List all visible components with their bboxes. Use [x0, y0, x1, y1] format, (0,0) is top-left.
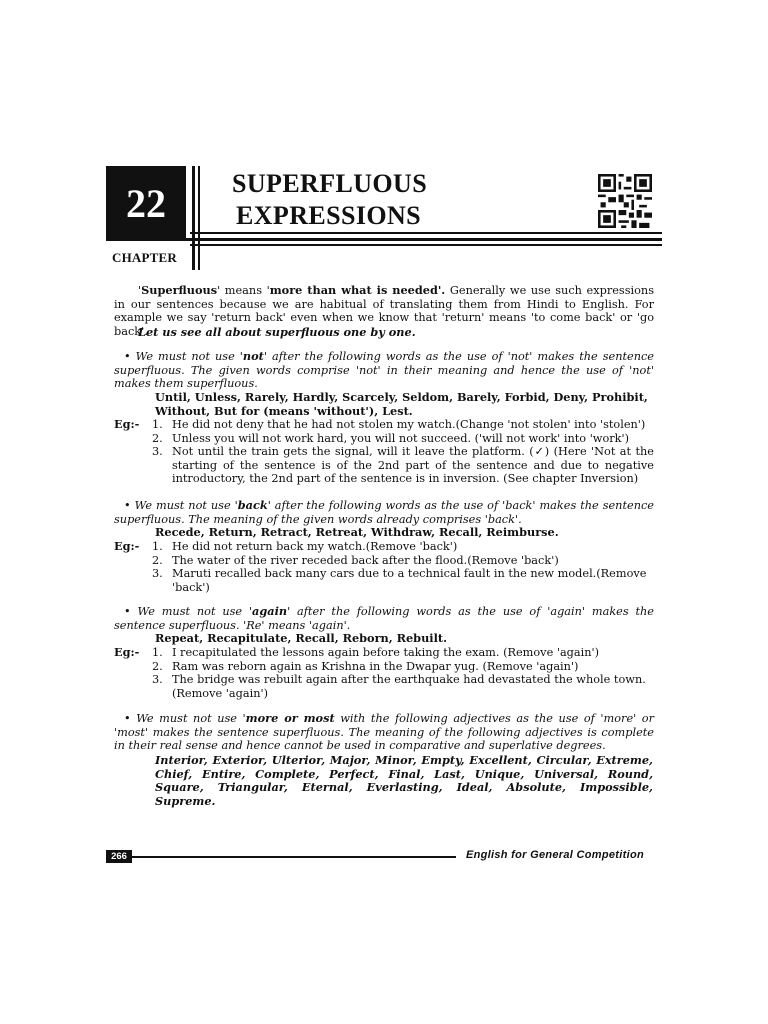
section-not-examples — [152, 418, 654, 486]
header-rule-2 — [106, 238, 662, 241]
section-again-examples — [152, 646, 654, 700]
rule-lead: • We must not use ' — [124, 499, 238, 512]
intro-text-1: ' means ' — [217, 284, 270, 297]
chapter-title — [232, 168, 427, 232]
intro-term: Superfluous — [141, 283, 218, 297]
rule-text: ' after the following words as the use of 'again' makes the sentence superfluous. 'Re' means 'again'. — [114, 605, 654, 632]
list-item — [152, 646, 654, 660]
item-number: 3. — [152, 445, 163, 459]
section-back-examples — [152, 540, 654, 594]
intro-definition: more than what is needed'. — [269, 283, 446, 297]
item-text: Ram was reborn again as Krishna in the Dwapar yug. (Remove 'again') — [172, 659, 579, 673]
item-text: The bridge was rebuilt again after the earthquake had devastated the whole town. (Remove 'again') — [172, 673, 646, 700]
list-item — [152, 567, 654, 594]
intro-text-2: Generally we use such expressions in our sentences because we are habitual of translating them from Hindi to English. For example we say 'return back' even when we know that 'return' means 'to come back' or 'go back'. — [114, 284, 654, 338]
book-title: English for General Competition — [466, 849, 644, 861]
intro-emphasis: Let us see all about superfluous one by one. — [138, 325, 416, 339]
rule-text: ' after the following words as the use of 'back' makes the sentence superfluous. The meaning of the given words already comprises 'back'. — [114, 499, 654, 526]
section-back-words: Recede, Return, Retract, Retreat, Withdraw, Recall, Reimburse. — [155, 525, 559, 539]
eg-label: Eg:- — [114, 539, 140, 553]
header-divider-thin — [198, 166, 200, 270]
item-number: 3. — [152, 673, 163, 687]
item-number: 2. — [152, 431, 163, 445]
eg-label: Eg:- — [114, 645, 140, 659]
chapter-title-line2: EXPRESSIONS — [236, 201, 422, 230]
chapter-number: 22 — [106, 166, 186, 240]
rule-keyword: not — [242, 349, 264, 363]
header-rule-3 — [190, 244, 662, 246]
eg-label: Eg:- — [114, 417, 140, 431]
list-item — [152, 540, 654, 554]
rule-lead: • We must not use ' — [124, 605, 253, 618]
section-back-rule — [114, 499, 654, 526]
item-number: 1. — [152, 646, 163, 659]
item-text: I recapitulated the lessons again before taking the exam. (Remove 'again') — [172, 646, 600, 659]
rule-text: with the following adjectives as the use of 'more' or 'most' makes the sentence superfluous. The meaning of the following adjectives is complete in their real sense and hence cannot be used in comparative and superlative degrees. — [114, 712, 654, 753]
item-text: He did not return back my watch.(Remove 'back') — [172, 540, 458, 553]
rule-lead: • We must not use ' — [124, 350, 243, 363]
section-more-most-rule — [114, 712, 654, 753]
list-item — [152, 660, 654, 674]
intro-quote: ' — [138, 284, 142, 297]
rule-text: ' after the following words as the use of 'not' makes the sentence superfluous. The given words comprise 'not' in their meaning and hence the use of 'not' makes them superfluous. — [114, 350, 654, 391]
item-text: Maruti recalled back many cars due to a technical fault in the new model.(Remove 'back') — [172, 567, 647, 594]
item-text: He did not deny that he had not stolen my watch.(Change 'not stolen' into 'stolen') — [172, 418, 646, 431]
chapter-title-line1: SUPERFLUOUS — [232, 169, 428, 198]
page-number: 266 — [106, 850, 132, 863]
section-again-rule — [114, 605, 654, 632]
list-item — [152, 432, 654, 446]
item-number: 1. — [152, 540, 163, 553]
rule-lead: • We must not use ' — [124, 712, 246, 725]
item-text: The water of the river receded back after the flood.(Remove 'back') — [172, 553, 559, 567]
rule-keyword: back — [237, 498, 268, 512]
section-not-words: Until, Unless, Rarely, Hardly, Scarcely, Seldom, Barely, Forbid, Deny, Prohibit, Without, But for (means 'without'), Lest. — [155, 390, 648, 418]
section-more-most-words: Interior, Exterior, Ulterior, Major, Minor, Empty, Excellent, Circular, Extreme, Chief, Entire, Complete, Perfect, Final, Last, Unique, Universal, Round, Square, Triangular, Eternal, Everlasting, Ideal, Absolute, Impossible, Supreme. — [155, 753, 653, 808]
list-item — [152, 673, 654, 700]
header-rule-1 — [190, 232, 662, 234]
list-item — [152, 418, 654, 432]
item-number: 1. — [152, 418, 163, 431]
footer-rule — [132, 856, 456, 858]
item-text: Unless you will not work hard, you will not succeed. ('will not work' into 'work') — [172, 431, 630, 445]
section-not-rule — [114, 350, 654, 391]
item-number: 3. — [152, 567, 163, 581]
section-again-words: Repeat, Recapitulate, Recall, Reborn, Rebuilt. — [155, 631, 448, 645]
rule-keyword: more or most — [245, 711, 335, 725]
item-number: 2. — [152, 553, 163, 567]
header-divider — [192, 166, 195, 270]
chapter-label: CHAPTER — [112, 250, 177, 265]
list-item — [152, 554, 654, 568]
qr-code-icon — [598, 174, 652, 228]
list-item — [152, 445, 654, 486]
item-number: 2. — [152, 659, 163, 673]
item-text: Not until the train gets the signal, will it leave the platform. (✓) (Here 'Not at the starting of the sentence is of the 2nd part of the sentence and due to negative introductory, the 2nd part of the sentence is in inversion. (See chapter Inversion) — [172, 445, 654, 486]
rule-keyword: again — [252, 604, 288, 618]
